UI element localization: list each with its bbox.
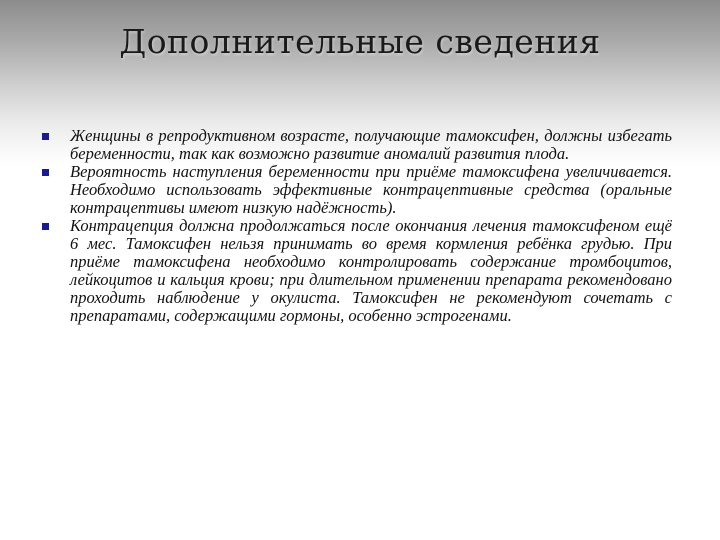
square-bullet-icon [42,169,49,176]
bullet-text: Женщины в репродуктивном возрасте, получающие тамоксифен, должны избегать беременности, так как возможно развитие аномалий развития плода. [70,126,672,163]
bullet-text: Контрацепция должна продолжаться после окончания лечения тамоксифеном ещё 6 мес. Тамоксифен нельзя принимать во время кормления ребёнка грудью. При приёме тамоксифена необходимо контролировать содержание тромбоцитов, лейкоцитов и кальция крови; при длительном применении препарата рекомендовано проходить наблюдение у окулиста. Тамоксифен не рекомендуют сочетать с препаратами, содержащими гормоны, особенно эстрогенами. [70,216,672,325]
bullet-list [40,127,672,325]
list-item [40,127,672,163]
list-item [40,163,672,217]
bullet-text: Вероятность наступления беременности при приёме тамоксифена увеличивается. Необходимо использовать эффективные контрацептивные средства (оральные контрацептивы имеют низкую надёжность). [70,162,672,217]
square-bullet-icon [42,133,49,140]
square-bullet-icon [42,223,49,230]
list-item [40,217,672,325]
slide-title: Дополнительные сведения [119,22,601,61]
